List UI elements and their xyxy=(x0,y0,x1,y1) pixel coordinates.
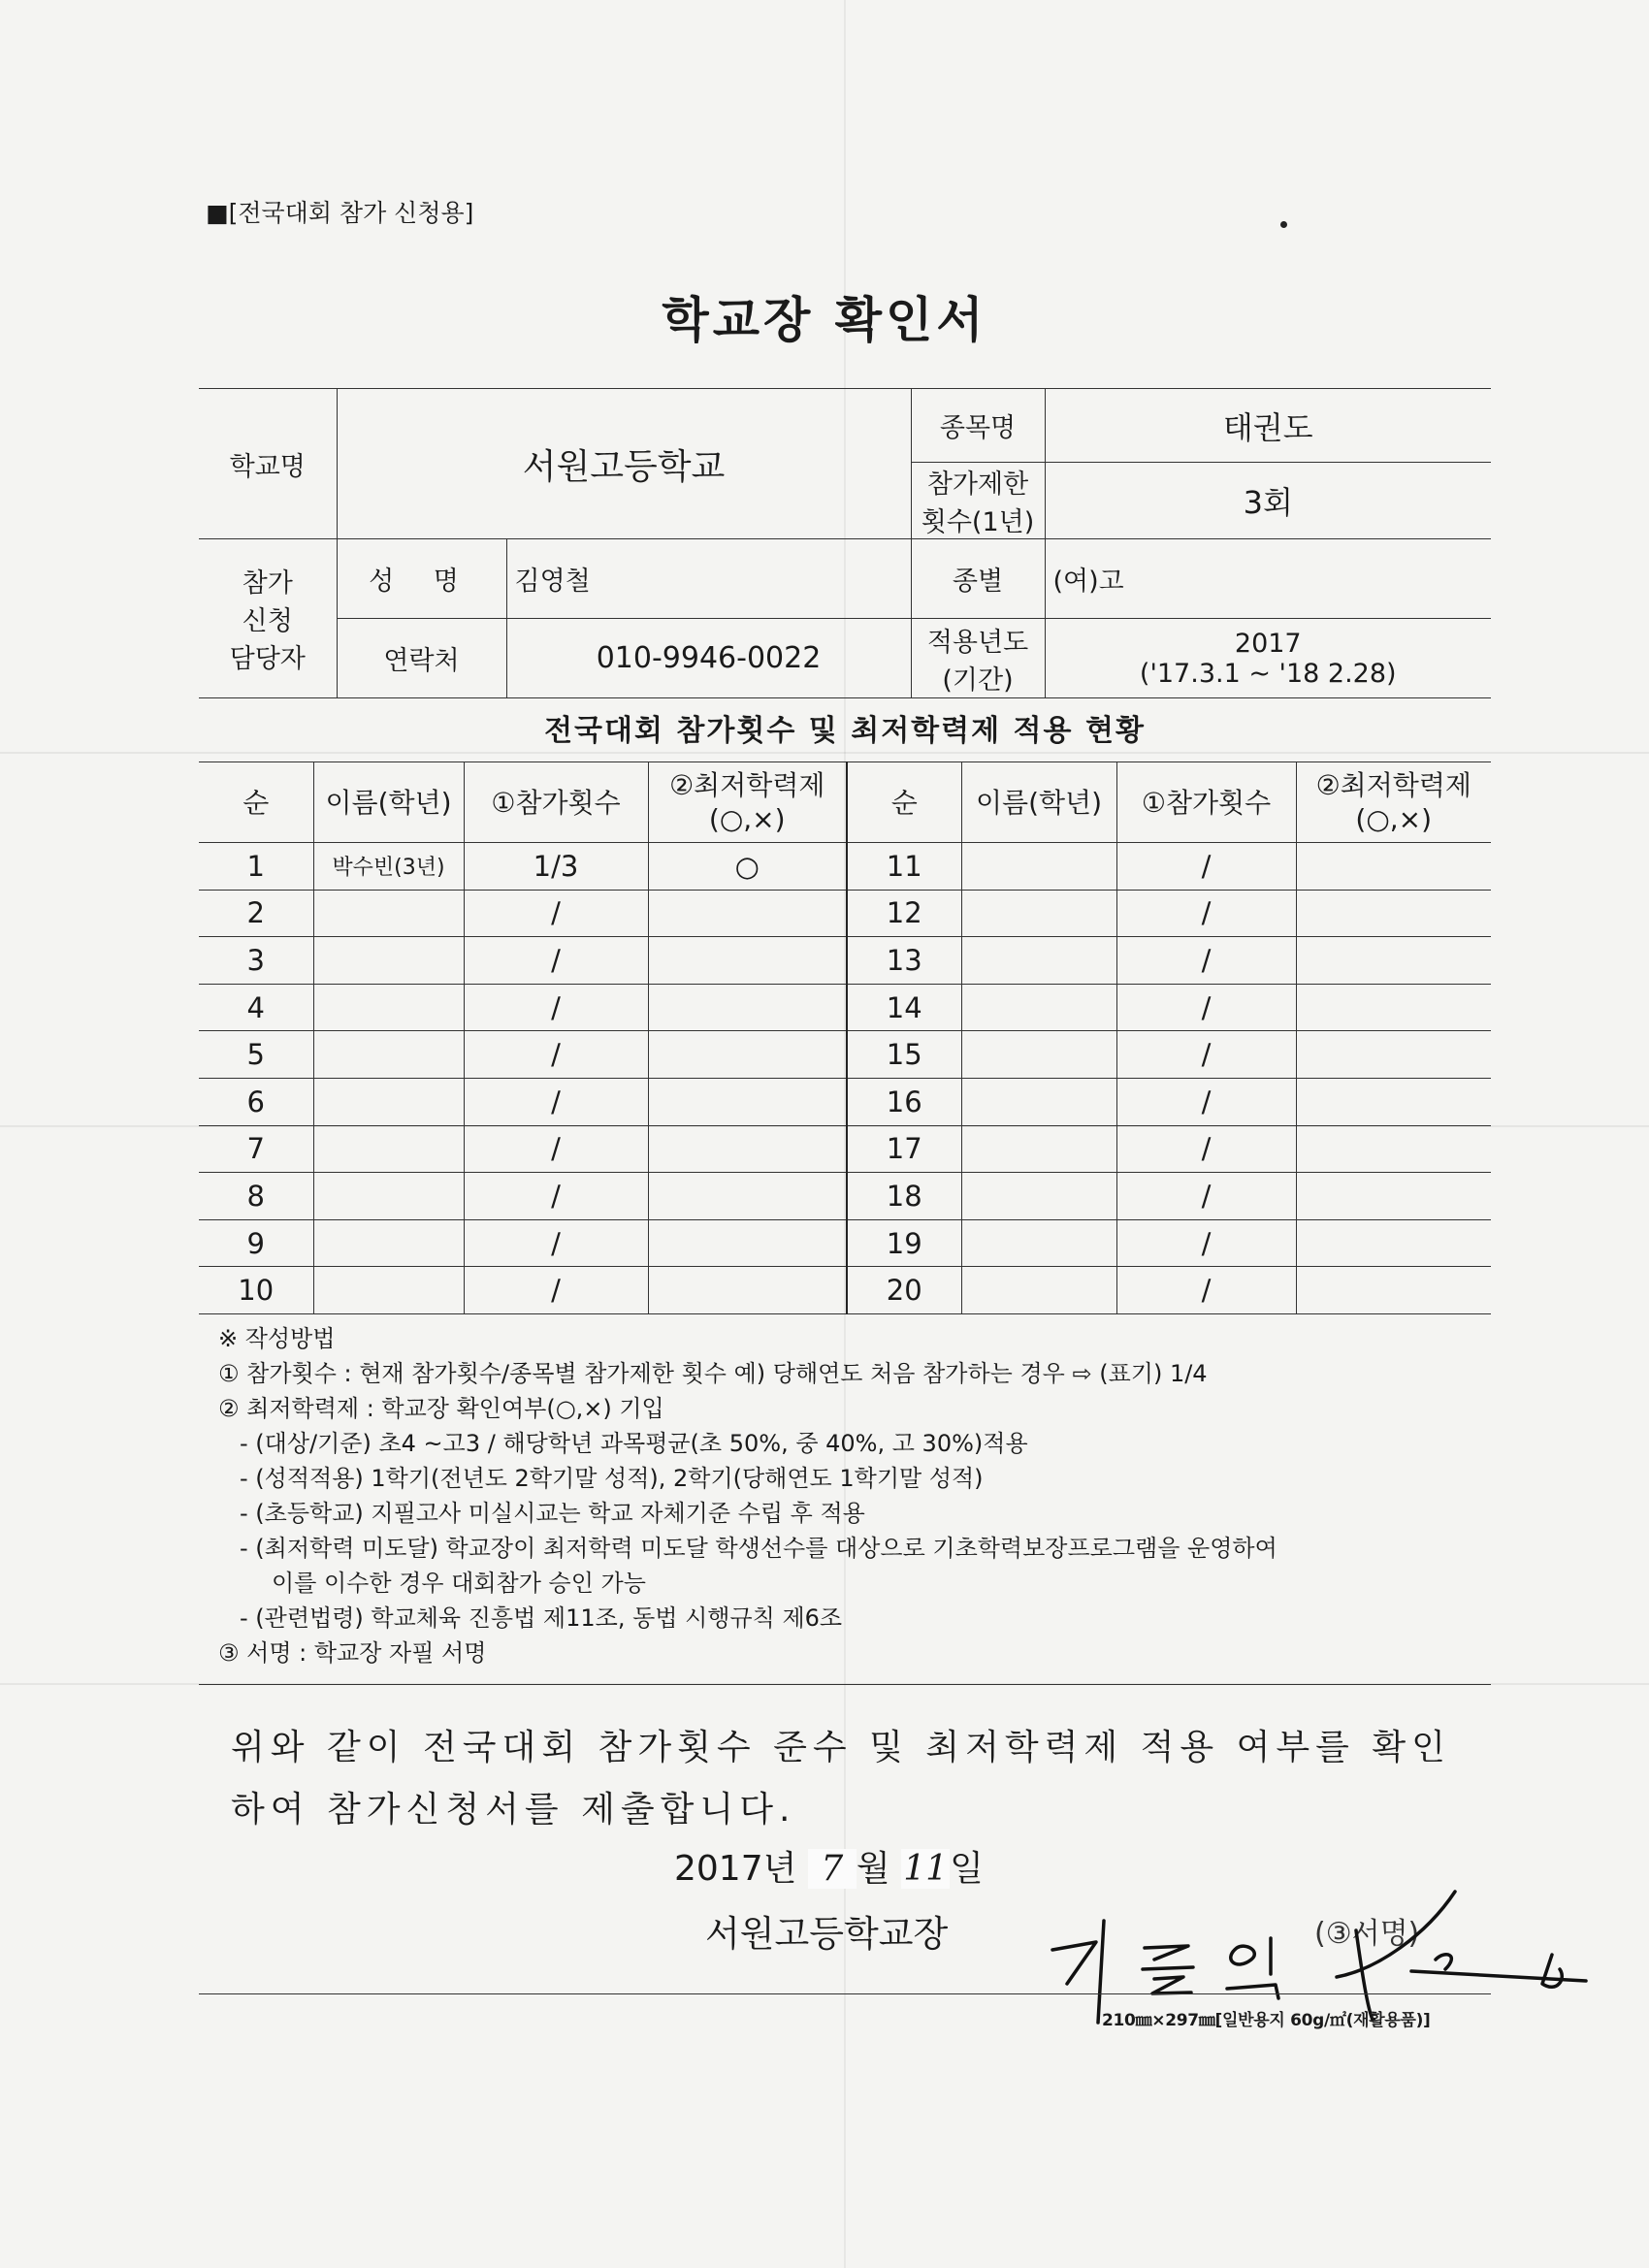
participant-name xyxy=(313,1173,464,1220)
min-academic-check xyxy=(648,1078,847,1125)
row-number: 11 xyxy=(847,843,961,891)
min-academic-check xyxy=(1296,1078,1491,1125)
instruction-item: ① 참가횟수 : 현재 참가횟수/종목별 참가제한 횟수 예) 당해연도 처음 참가하는 경우 ⇨ (표기) 1/4 xyxy=(218,1360,1208,1387)
participant-name xyxy=(961,1031,1116,1079)
row-number: 5 xyxy=(199,1031,313,1079)
date-month-unit: 월 xyxy=(856,1849,890,1889)
table-row xyxy=(199,984,1491,1031)
table-row xyxy=(199,843,1491,891)
col-name: 이름(학년) xyxy=(961,762,1116,843)
min-academic-check xyxy=(648,1219,847,1267)
min-academic-check xyxy=(1296,1125,1491,1173)
min-academic-check xyxy=(1296,1267,1491,1314)
min-academic-check xyxy=(1296,937,1491,985)
table-row xyxy=(199,1125,1491,1173)
row-number: 15 xyxy=(847,1031,961,1079)
limit-value: 3회 xyxy=(1045,463,1491,539)
participant-name xyxy=(313,890,464,937)
participation-count: / xyxy=(1116,1173,1296,1220)
year-value: 2017 ('17.3.1 ~ '18 2.28) xyxy=(1045,619,1491,698)
min-academic-check xyxy=(1296,984,1491,1031)
participation-count: / xyxy=(464,1078,648,1125)
participant-name xyxy=(961,937,1116,985)
col-no: 순 xyxy=(847,762,961,843)
participation-table xyxy=(199,761,1491,1314)
col-count: ①참가횟수 xyxy=(464,762,648,843)
paper-spec: 210㎜×297㎜[일반용지 60g/㎡(재활용품)] xyxy=(1102,2011,1431,2030)
person-label: 참가 신청 담당자 xyxy=(199,539,337,698)
participation-count: / xyxy=(464,890,648,937)
row-number: 19 xyxy=(847,1219,961,1267)
declaration-line: 위와 같이 전국대회 참가횟수 준수 및 최저학력제 적용 여부를 확인 xyxy=(231,1728,1451,1767)
instructions xyxy=(218,1321,1499,1670)
min-academic-check xyxy=(648,890,847,937)
participation-count: / xyxy=(1116,1078,1296,1125)
applicant-info-table xyxy=(199,388,1491,698)
table-row xyxy=(199,890,1491,937)
instruction-detail: - (초등학교) 지필고사 미실시교는 학교 자체기준 수립 후 적용 xyxy=(240,1500,865,1527)
instruction-item: ② 최저학력제 : 학교장 확인여부(○,×) 기입 xyxy=(218,1395,664,1422)
participation-count: / xyxy=(1116,984,1296,1031)
row-number: 10 xyxy=(199,1267,313,1314)
participant-name xyxy=(313,1267,464,1314)
form-type-tag: ■[전국대회 참가 신청용] xyxy=(206,199,474,227)
table-row xyxy=(199,1031,1491,1079)
ink-dot xyxy=(1280,221,1287,228)
row-number: 12 xyxy=(847,890,961,937)
min-academic-check: ○ xyxy=(648,843,847,891)
principal-title: 서원고등학교장 xyxy=(705,1913,949,1955)
participation-count: / xyxy=(1116,1219,1296,1267)
participation-count: / xyxy=(464,1031,648,1079)
contact-label: 연락처 xyxy=(337,619,506,698)
participant-name: 박수빈(3년) xyxy=(313,843,464,891)
col-no: 순 xyxy=(199,762,313,843)
row-number: 13 xyxy=(847,937,961,985)
participation-count: / xyxy=(464,984,648,1031)
bottom-rule xyxy=(199,1993,1491,1994)
participant-name xyxy=(961,1173,1116,1220)
row-number: 4 xyxy=(199,984,313,1031)
participation-count: / xyxy=(1116,890,1296,937)
instruction-detail: - (성적적용) 1학기(전년도 2학기말 성적), 2학기(당해연도 1학기말 성적) xyxy=(240,1465,984,1492)
participant-name xyxy=(961,890,1116,937)
participant-name xyxy=(961,984,1116,1031)
participation-count: / xyxy=(1116,937,1296,985)
fold-line xyxy=(0,752,1649,754)
participation-count: / xyxy=(1116,1031,1296,1079)
contact-value: 010-9946-0022 xyxy=(506,619,911,698)
min-academic-check xyxy=(648,937,847,985)
col-min: ②최저학력제 (○,×) xyxy=(648,762,847,843)
instruction-detail: - (대상/기준) 초4 ~고3 / 해당학년 과목평균(초 50%, 중 40%, 고 30%)적용 xyxy=(240,1430,1028,1457)
table-row xyxy=(199,1219,1491,1267)
table-row xyxy=(199,1173,1491,1220)
instruction-detail: - (최저학력 미도달) 학교장이 최저학력 미도달 학생선수를 대상으로 기초학력보장프로그램을 운영하여 xyxy=(240,1535,1277,1562)
row-number: 20 xyxy=(847,1267,961,1314)
date-day-unit: 일 xyxy=(950,1849,984,1889)
handwritten-signature xyxy=(1028,1863,1610,2027)
participant-name xyxy=(961,1219,1116,1267)
row-number: 8 xyxy=(199,1173,313,1220)
participant-name xyxy=(961,1078,1116,1125)
instruction-item: ③ 서명 : 학교장 자필 서명 xyxy=(218,1639,487,1667)
declaration-line: 하여 참가신청서를 제출합니다. xyxy=(231,1790,796,1830)
row-number: 7 xyxy=(199,1125,313,1173)
participation-count: 1/3 xyxy=(464,843,648,891)
instructions-heading: ※ 작성방법 xyxy=(218,1325,336,1352)
min-academic-check xyxy=(1296,1173,1491,1220)
name-value: 김영철 xyxy=(506,539,911,619)
limit-label: 참가제한 횟수(1년) xyxy=(911,463,1045,539)
min-academic-check xyxy=(1296,1031,1491,1079)
col-count: ①참가횟수 xyxy=(1116,762,1296,843)
row-number: 16 xyxy=(847,1078,961,1125)
participation-count: / xyxy=(464,1125,648,1173)
min-academic-check xyxy=(1296,1219,1491,1267)
participation-count: / xyxy=(1116,1125,1296,1173)
type-value: (여)고 xyxy=(1045,539,1491,619)
col-min: ②최저학력제 (○,×) xyxy=(1296,762,1491,843)
submission-date xyxy=(674,1841,984,1891)
row-number: 17 xyxy=(847,1125,961,1173)
min-academic-check xyxy=(648,1125,847,1173)
page-title: 학교장 확인서 xyxy=(662,292,987,348)
row-number: 14 xyxy=(847,984,961,1031)
instruction-detail: - (관련법령) 학교체육 진흥법 제11조, 동법 시행규칙 제6조 xyxy=(240,1604,843,1632)
participant-name xyxy=(313,1125,464,1173)
school-value: 서원고등학교 xyxy=(337,389,911,539)
date-month: 7 xyxy=(808,1849,857,1889)
participation-count: / xyxy=(1116,843,1296,891)
date-year: 2017년 xyxy=(674,1849,797,1889)
signature-placeholder: (③서명) xyxy=(1314,1917,1420,1951)
participant-name xyxy=(961,1267,1116,1314)
min-academic-check xyxy=(648,1267,847,1314)
participation-count: / xyxy=(464,1173,648,1220)
event-value: 태권도 xyxy=(1045,389,1491,463)
event-label: 종목명 xyxy=(911,389,1045,463)
min-academic-check xyxy=(1296,890,1491,937)
participant-name xyxy=(313,1078,464,1125)
participation-count: / xyxy=(464,1219,648,1267)
school-label: 학교명 xyxy=(199,389,337,539)
row-number: 2 xyxy=(199,890,313,937)
type-label: 종별 xyxy=(911,539,1045,619)
divider xyxy=(199,1684,1491,1685)
table-row xyxy=(199,1078,1491,1125)
participant-name xyxy=(961,843,1116,891)
instruction-detail: 이를 이수한 경우 대회참가 승인 가능 xyxy=(272,1570,646,1597)
participant-name xyxy=(313,984,464,1031)
participant-name xyxy=(313,1031,464,1079)
row-number: 1 xyxy=(199,843,313,891)
min-academic-check xyxy=(648,1173,847,1220)
row-number: 3 xyxy=(199,937,313,985)
declaration xyxy=(231,1717,1451,1841)
participation-count: / xyxy=(464,1267,648,1314)
participant-name xyxy=(313,937,464,985)
name-label: 성 명 xyxy=(337,539,506,619)
participant-name xyxy=(313,1219,464,1267)
min-academic-check xyxy=(648,984,847,1031)
col-name: 이름(학년) xyxy=(313,762,464,843)
table-row xyxy=(199,937,1491,985)
status-section-title: 전국대회 참가횟수 및 최저학력제 적용 현황 xyxy=(544,714,1146,748)
participation-count: / xyxy=(464,937,648,985)
table-row xyxy=(199,1267,1491,1314)
participant-name xyxy=(961,1125,1116,1173)
min-academic-check xyxy=(648,1031,847,1079)
row-number: 6 xyxy=(199,1078,313,1125)
year-label: 적용년도 (기간) xyxy=(911,619,1045,698)
row-number: 18 xyxy=(847,1173,961,1220)
row-number: 9 xyxy=(199,1219,313,1267)
date-day: 11 xyxy=(901,1849,950,1889)
min-academic-check xyxy=(1296,843,1491,891)
participation-count: / xyxy=(1116,1267,1296,1314)
